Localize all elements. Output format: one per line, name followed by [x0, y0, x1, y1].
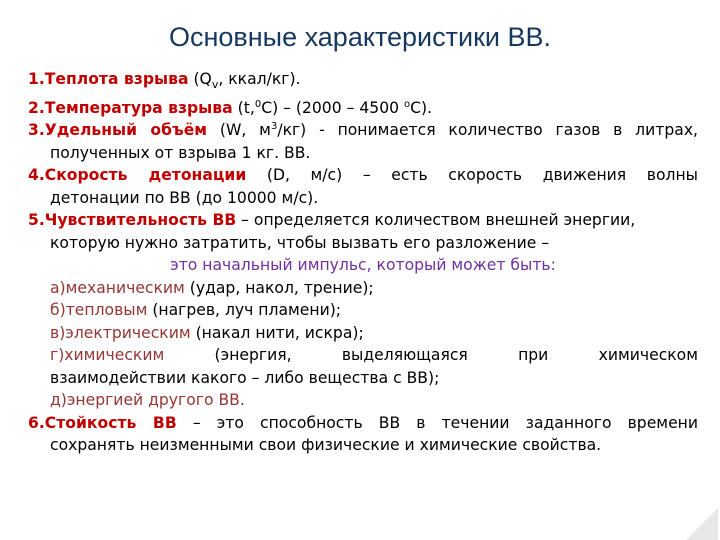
item-text: С) – (2000 – 4500: [261, 98, 404, 117]
item-superscript: 3: [270, 120, 278, 132]
item-number: 4.: [28, 166, 45, 185]
list-item-4: [28, 164, 698, 187]
item-term: Стойкость ВВ: [44, 413, 177, 432]
list-item-5: [28, 209, 698, 232]
item-text: С).: [410, 98, 433, 117]
list-item-6-continued: сохранять неизменными свои физические и химические свойства.: [50, 436, 602, 455]
impulse-kind-a: [28, 277, 698, 300]
item-text: , ккал/кг).: [218, 70, 301, 88]
impulse-kind-d: [28, 344, 698, 367]
impulse-kind-d-continued: взаимодействии какого – либо вещества с ВВ);: [50, 368, 440, 387]
item-text: – это способность ВВ в течении заданного времени: [176, 413, 698, 432]
impulse-kind-c: [28, 322, 698, 345]
kind-label: б)тепловым: [50, 301, 148, 320]
kind-text: (удар, накол, трение);: [184, 278, 374, 297]
page-curl-decoration: [686, 508, 718, 540]
item-term: Теплота взрыва: [44, 70, 189, 88]
item-term: Удельный объём: [44, 121, 208, 140]
item-subscript: v: [211, 78, 219, 92]
item-text: (t,: [232, 98, 255, 117]
impulse-kind-e: [28, 389, 698, 412]
item-text: – определяется количеством внешней энергии,: [236, 211, 636, 230]
kind-label: в)электрическим: [50, 323, 191, 342]
characteristics-list: [28, 68, 698, 457]
item-term: Чувствительность ВВ: [44, 211, 237, 230]
kind-label: г)химическим: [50, 346, 165, 365]
impulse-intro: это начальный импульс, который может быть:: [170, 256, 556, 275]
item-number: 3.: [28, 121, 45, 140]
item-superscript: 0: [254, 98, 262, 110]
impulse-kind-b: [28, 299, 698, 322]
list-item-3-continued: полученных от взрыва 1 кг. ВВ.: [50, 143, 311, 162]
kind-text: (энергия, выделяющаяся при химическом: [164, 346, 698, 365]
item-term: Температура взрыва: [44, 98, 233, 117]
item-number: 6.: [28, 413, 45, 432]
item-text: (D, м/с) – есть скорость движения волны: [246, 166, 698, 185]
kind-text: (накал нити, искра);: [190, 323, 364, 342]
item-degree: о: [404, 98, 411, 110]
item-text: (W, м: [207, 121, 271, 140]
kind-label: а)механическим: [50, 278, 185, 297]
item-number: 1.: [28, 70, 45, 88]
page-title: Основные характеристики ВВ.: [168, 22, 551, 52]
item-term: Скорость детонации: [44, 166, 247, 185]
item-text: /кг) - понимается количество газов в литрах,: [277, 121, 698, 140]
list-item-3: [28, 119, 698, 142]
item-number: 2.: [28, 98, 45, 117]
list-item-4-continued: детонации по ВВ (до 10000 м/с).: [50, 188, 319, 207]
list-item-5-continued: которую нужно затратить, чтобы вызвать его разложение –: [50, 233, 550, 252]
list-item-1: [28, 68, 698, 97]
kind-text: (нагрев, луч пламени);: [147, 301, 342, 320]
kind-label: д)энергией другого ВВ.: [50, 391, 245, 410]
item-number: 5.: [28, 211, 45, 230]
list-item-6: [28, 412, 698, 435]
list-item-2: [28, 97, 698, 120]
item-text: (Q: [188, 70, 212, 88]
